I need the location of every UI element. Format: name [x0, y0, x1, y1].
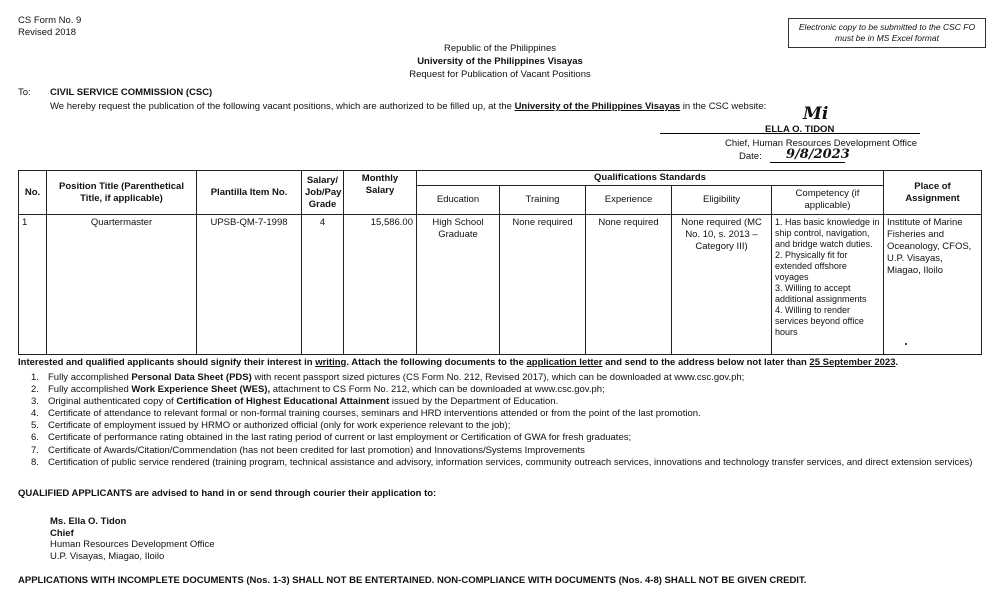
instr-underline-1: writing — [315, 357, 347, 368]
instr-underline-2: application letter — [526, 357, 603, 368]
date-line — [770, 162, 845, 163]
competency-item: 1. Has basic knowledge in ship control, navigation, and bridge watch duties. — [775, 217, 880, 249]
date-label: Date: — [739, 151, 762, 162]
table-row — [19, 215, 982, 355]
cell-salary: 15,586.00 — [344, 215, 417, 355]
col-header-training: Training — [500, 186, 586, 215]
qualified-applicants-note: QUALIFIED APPLICANTS are advised to hand in or send through courier their application to: — [18, 488, 437, 499]
electronic-copy-note: Electronic copy to be submitted to the CSC FO must be in MS Excel format — [788, 18, 986, 48]
header-republic: Republic of the Philippines — [444, 43, 556, 54]
required-documents-list — [18, 372, 988, 469]
list-item: 8. Certification of public service rendered (training program, technical assistance and advisory, information services, community outreach services, innovations and technology transfer services, and direct extension services) — [31, 456, 973, 468]
cell-position: Quartermaster — [47, 215, 197, 355]
col-header-place: Place of Assignment — [884, 171, 982, 215]
document-header — [300, 42, 700, 81]
addressee-name: CIVIL SERVICE COMMISSION (CSC) — [50, 87, 213, 98]
cell-place: Institute of Marine Fisheries and Oceanology, CFOS, U.P. Visayas, Miagao, Iloilo — [884, 215, 982, 355]
cell-training: None required — [500, 215, 586, 355]
signature-line — [660, 133, 920, 134]
cell-no: 1 — [19, 215, 47, 355]
col-header-position: Position Title (Parenthetical Title, if applicable) — [47, 171, 197, 215]
col-header-eligibility: Eligibility — [672, 186, 772, 215]
to-label: To: — [18, 87, 31, 98]
date-value: 9/8/2023 — [786, 147, 850, 162]
vacant-positions-table — [18, 170, 982, 355]
col-header-grade: Salary/ Job/Pay Grade — [302, 171, 344, 215]
col-header-no: No. — [19, 171, 47, 215]
address-location: U.P. Visayas, Miagao, Iloilo — [50, 550, 165, 562]
cell-eligibility: None required (MC No. 10, s. 2013 – Category III) — [672, 215, 772, 355]
address-title: Chief — [50, 527, 74, 539]
competency-item: 2. Physically fit for extended offshore voyages — [775, 250, 848, 282]
form-number — [18, 15, 81, 39]
list-item: 5. Certificate of employment issued by HRMO or authorized official (only for work experience relevant to the job); — [31, 420, 511, 432]
list-item: 4. Certificate of attendance to relevant formal or non-formal training courses, seminars and HRD interventions attended or from the point of the last promotion. — [31, 408, 701, 420]
signatory-position: Chief, Human Resources Development Office — [725, 138, 918, 149]
table-header-row — [19, 171, 982, 186]
form-number-label: CS Form No. 9 — [18, 15, 82, 26]
col-header-salary: Monthly Salary — [344, 171, 417, 215]
address-office: Human Resources Development Office — [50, 539, 215, 551]
request-text-pre: We hereby request the publication of the following vacant positions, which are authorized to be filled up, at the — [50, 101, 515, 112]
col-header-competency: Competency (if applicable) — [772, 186, 884, 215]
request-text-post: in the CSC website: — [680, 101, 767, 112]
competency-item: 3. Willing to accept additional assignments — [775, 283, 867, 304]
scan-mark — [905, 343, 907, 345]
cell-plantilla: UPSB-QM-7-1998 — [197, 215, 302, 355]
signature: Mi — [803, 104, 829, 124]
instr-text-3: and send to the address below not later than — [602, 357, 810, 368]
cell-grade: 4 — [302, 215, 344, 355]
header-university: University of the Philippines Visayas — [417, 56, 583, 67]
cell-competency — [772, 215, 884, 355]
list-item: 6. Certificate of performance rating obtained in the last rating period of current or last employment or Certification of GWA for fresh graduates; — [31, 432, 632, 444]
instr-text-1: Interested and qualified applicants should signify their interest in — [18, 357, 316, 368]
col-header-qualifications: Qualifications Standards — [417, 171, 884, 186]
address-name: Ms. Ella O. Tidon — [50, 516, 127, 527]
cell-education: High School Graduate — [417, 215, 500, 355]
request-agency: University of the Philippines Visayas — [514, 101, 681, 112]
cell-experience: None required — [586, 215, 672, 355]
instr-deadline: 25 September 2023 — [809, 357, 896, 368]
request-statement — [50, 101, 766, 112]
list-item: 7. Certificate of Awards/Citation/Commendation (has not been credited for last promotion) and Innovations/Systems Improvements — [31, 444, 585, 456]
instr-text-2: . Attach the following documents to the — [346, 357, 527, 368]
mailing-address — [50, 516, 215, 562]
instr-text-4: . — [895, 357, 899, 368]
header-request-title: Request for Publication of Vacant Positions — [409, 69, 591, 80]
col-header-education: Education — [417, 186, 500, 215]
list-item: 1. Fully accomplished Personal Data Sheet (PDS) with recent passport sized pictures (CS Form No. 212, Revised 2017), which can be downloaded at www.csc.gov.ph; — [31, 372, 745, 383]
signatory-name: ELLA O. TIDON — [765, 124, 835, 135]
instructions — [18, 357, 898, 368]
form-revised-label: Revised 2018 — [18, 27, 77, 38]
col-header-experience: Experience — [586, 186, 672, 215]
list-item: 2. Fully accomplished Work Experience Sheet (WES), attachment to CS Form No. 212, which can be downloaded at www.csc.gov.ph; — [31, 384, 605, 396]
incomplete-documents-warning: APPLICATIONS WITH INCOMPLETE DOCUMENTS (Nos. 1-3) SHALL NOT BE ENTERTAINED. NON-COMPLIANCE WITH DOCUMENTS (Nos. 4-8) SHALL NOT BE GIVEN CREDIT. — [18, 575, 807, 586]
list-item: 3. Original authenticated copy of Certification of Highest Educational Attainment issued by the Department of Education. — [31, 396, 559, 408]
competency-item: 4. Willing to render services beyond office hours — [775, 305, 864, 337]
col-header-plantilla: Plantilla Item No. — [197, 171, 302, 215]
